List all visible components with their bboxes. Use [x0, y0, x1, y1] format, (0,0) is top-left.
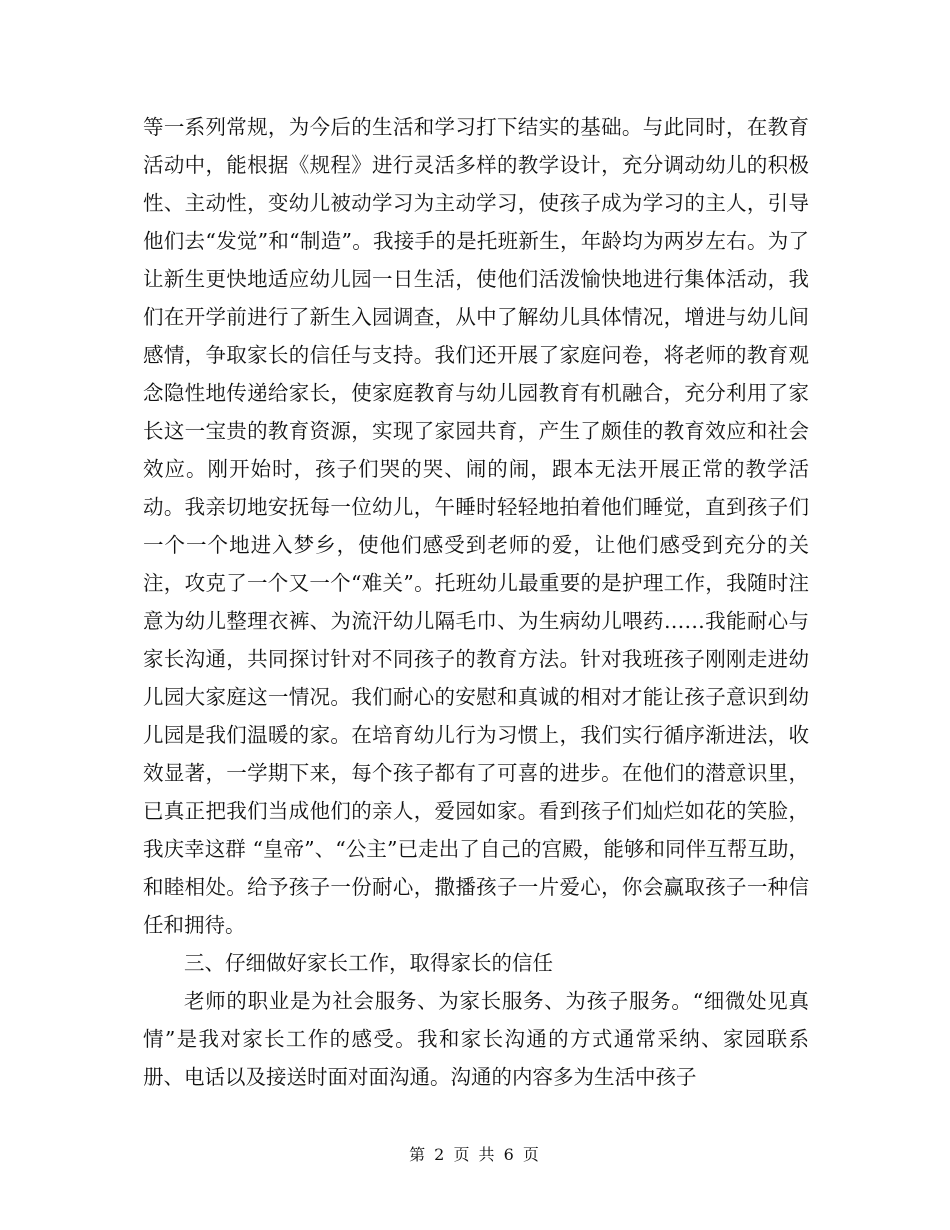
paragraph-parent-work: 老师的职业是为社会服务、为家长服务、为孩子服务。“细微处见真情”是我对家长工作的感受。我和家长沟通的方式通常采纳、家园联系册、电话以及接送时面对面沟通。沟通的内容多为生活中孩子 — [143, 989, 809, 1089]
paragraph-continuation: 等一系列常规，为今后的生活和学习打下结实的基础。与此同时，在教育活动中，能根据《规程》进行灵活多样的教学设计，充分调动幼儿的积极性、主动性，变幼儿被动学习为主动学习，使孩子成为学习的主人，引导他们去“发觉”和“制造”。我接手的是托班新生，年龄均为两岁左右。为了让新生更快地适应幼儿园一日生活，使他们活泼愉快地进行集体活动，我们在开学前进行了新生入园调查，从中了解幼儿具体情况，增进与幼儿间感情，争取家长的信任与支持。我们还开展了家庭问卷，将老师的教育观念隐性地传递给家长，使家庭教育与幼儿园教育有机融合，充分利用了家长这一宝贵的教育资源，实现了家园共育，产生了颇佳的教育效应和社会效应。刚开始时，孩子们哭的哭、闹的闹，跟本无法开展正常的教学活动。我亲切地安抚每一位幼儿，午睡时轻轻地拍着他们睡觉，直到孩子们一个一个地进入梦乡，使他们感受到老师的爱，让他们感受到充分的关注，攻克了一个又一个“难关”。托班幼儿最重要的是护理工作，我随时注意为幼儿整理衣裤、为流汗幼儿隔毛巾、为生病幼儿喂药……我能耐心与家长沟通，共同探讨针对不同孩子的教育方法。针对我班孩子刚刚走进幼儿园大家庭这一情况。我们耐心的安慰和真诚的相对才能让孩子意识到幼儿园是我们温暖的家。在培育幼儿行为习惯上，我们实行循序渐进法，收效显著，一学期下来，每个孩子都有了可喜的进步。在他们的潜意识里，已真正把我们当成他们的亲人，爱园如家。看到孩子们灿烂如花的笑脸，我庆幸这群 “皇帝”、“公主”已走出了自己的宫殿，能够和同伴互帮互助，和睦相处。给予孩子一份耐心，撒播孩子一片爱心，你会赢取孩子一种信任和拥待。 — [143, 115, 809, 937]
page-footer: 第 2 页 共 6 页 — [409, 1145, 541, 1164]
section-heading: 三、仔细做好家长工作，取得家长的信任 — [184, 951, 553, 975]
document-body — [143, 108, 809, 1096]
